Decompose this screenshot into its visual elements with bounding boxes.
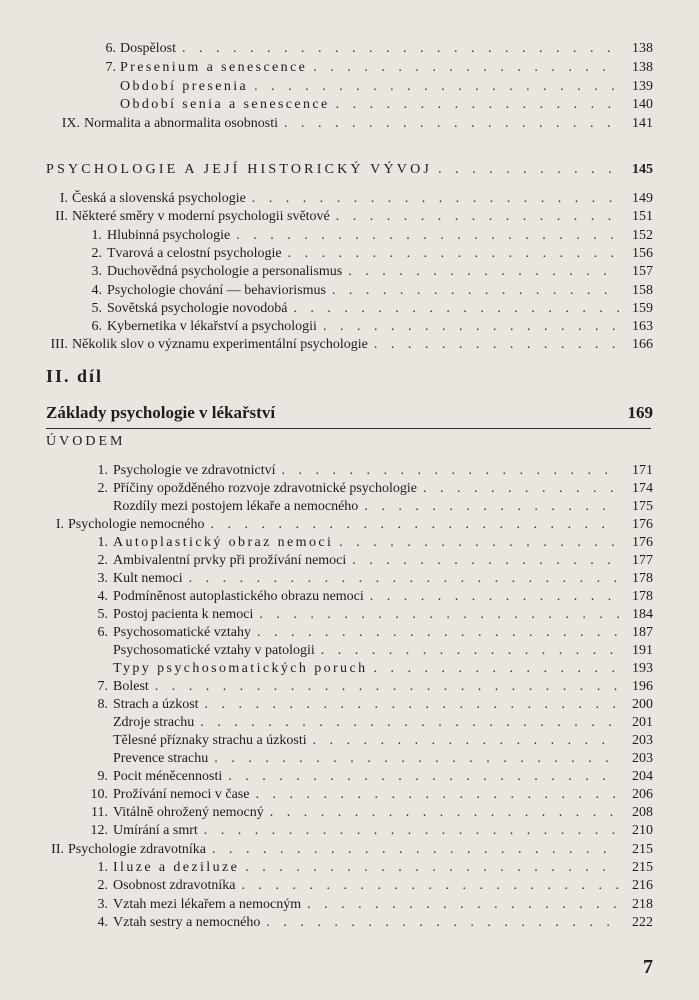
toc-entry <box>0 462 653 480</box>
entry-title: Kult nemoci <box>113 571 183 586</box>
toc-entry <box>0 859 653 877</box>
toc-entry <box>0 208 653 226</box>
leader-dots <box>438 161 619 179</box>
entry-page: 140 <box>632 97 653 112</box>
entry-title: Psychologie ve zdravotnictví <box>113 463 276 478</box>
entry-number: IX. <box>61 116 80 131</box>
leader-dots <box>270 804 619 822</box>
entry-title: Hlubinná psychologie <box>107 228 231 243</box>
toc-entry <box>0 877 653 895</box>
entry-page: 203 <box>632 751 653 766</box>
entry-page: 210 <box>632 823 653 838</box>
entry-title: Příčiny opožděného rozvoje zdravotnické psychologie <box>113 481 418 496</box>
leader-dots <box>373 660 619 678</box>
toc-entry <box>0 516 653 534</box>
entry-page: 174 <box>632 481 653 496</box>
entry-number: I. <box>55 517 64 532</box>
leader-dots <box>241 877 619 895</box>
entry-number: II. <box>51 842 64 857</box>
section-heading: ÚVODEM <box>46 434 126 449</box>
entry-number: 5. <box>91 301 102 316</box>
leader-dots <box>282 462 619 480</box>
entry-number: 1. <box>97 463 108 478</box>
entry-number: 1. <box>91 228 102 243</box>
toc-entry <box>0 714 653 732</box>
leader-dots <box>348 263 619 281</box>
entry-page: 206 <box>632 787 653 802</box>
leader-dots <box>339 534 619 552</box>
leader-dots <box>257 624 619 642</box>
entry-title: Několik slov o významu experimentální psychologie <box>72 337 368 352</box>
entry-page: 191 <box>632 643 653 658</box>
entry-number: 6. <box>105 41 116 56</box>
leader-dots <box>214 750 619 768</box>
leader-dots <box>374 336 619 354</box>
entry-number: 2. <box>97 878 108 893</box>
entry-title: Vitálně ohrožený nemocný <box>113 805 264 820</box>
entry-number: 2. <box>97 553 108 568</box>
entry-page: 176 <box>632 517 653 532</box>
entry-page: 145 <box>632 162 653 177</box>
entry-page: 218 <box>632 897 653 912</box>
entry-title: Prevence strachu <box>113 751 209 766</box>
entry-number: 2. <box>97 481 108 496</box>
part-subtitle: Základy psychologie v lékařství <box>46 403 276 422</box>
entry-page: 215 <box>632 860 653 875</box>
leader-dots <box>370 588 619 606</box>
entry-title: Ambivalentní prvky při prožívání nemoci <box>113 553 347 568</box>
entry-title: Období presenia <box>120 79 249 94</box>
leader-dots <box>212 841 619 859</box>
entry-title: Tělesné příznaky strachu a úzkosti <box>113 733 307 748</box>
entry-page: 151 <box>632 209 653 224</box>
entry-number: 7. <box>105 60 116 75</box>
leader-dots <box>288 245 619 263</box>
entry-title: Osobnost zdravotníka <box>113 878 236 893</box>
entry-page: 193 <box>632 661 653 676</box>
toc-entry <box>0 588 653 606</box>
entry-page: 216 <box>632 878 653 893</box>
toc-entry <box>0 161 653 179</box>
entry-number: 7. <box>97 679 108 694</box>
entry-page: 178 <box>632 589 653 604</box>
toc-entry <box>0 480 653 498</box>
toc-entry <box>0 498 653 516</box>
entry-title: Iluze a deziluze <box>113 860 240 875</box>
entry-page: 196 <box>632 679 653 694</box>
entry-number: 6. <box>97 625 108 640</box>
entry-page: 200 <box>632 697 653 712</box>
leader-dots <box>200 714 619 732</box>
entry-page: 166 <box>632 337 653 352</box>
entry-number: 10. <box>90 787 108 802</box>
leader-dots <box>182 40 619 58</box>
entry-number: 11. <box>91 805 108 820</box>
entry-title: Psychosomatické vztahy <box>113 625 252 640</box>
entry-page: 178 <box>632 571 653 586</box>
leader-dots <box>189 570 619 588</box>
divider <box>46 428 651 429</box>
entry-title: Období senia a senescence <box>120 97 330 112</box>
entry-title: Kybernetika v lékařství a psychologii <box>107 319 317 334</box>
entry-title: Dospělost <box>120 41 176 56</box>
leader-dots <box>259 606 619 624</box>
toc-entry <box>0 78 653 96</box>
entry-number: 3. <box>91 264 102 279</box>
leader-dots <box>210 516 619 534</box>
entry-number: I. <box>59 191 68 206</box>
entry-title: Sovětská psychologie novodobá <box>107 301 288 316</box>
toc-entry <box>0 263 653 281</box>
entry-title: Tvarová a celostní psychologie <box>107 246 282 261</box>
entry-number: 4. <box>91 283 102 298</box>
toc-entry <box>0 552 653 570</box>
leader-dots <box>204 822 619 840</box>
entry-page: 171 <box>632 463 653 478</box>
entry-title: Pocit méněcennosti <box>113 769 223 784</box>
toc-entry <box>0 914 653 932</box>
toc-entry <box>0 40 653 58</box>
toc-entry <box>0 227 653 245</box>
entry-title: Psychologie zdravotníka <box>68 842 207 857</box>
entry-title: Psychologie chování — behaviorismus <box>107 283 326 298</box>
leader-dots <box>284 115 619 133</box>
toc-entry <box>0 115 653 133</box>
toc-entry <box>0 606 653 624</box>
entry-title: Postoj pacienta k nemoci <box>113 607 254 622</box>
leader-dots <box>332 282 619 300</box>
leader-dots <box>255 786 619 804</box>
leader-dots <box>321 642 619 660</box>
toc-entry <box>0 642 653 660</box>
entry-number: 2. <box>91 246 102 261</box>
entry-number: II. <box>55 209 68 224</box>
entry-title: Normalita a abnormalita osobnosti <box>84 116 279 131</box>
entry-number: 3. <box>97 571 108 586</box>
entry-title: Bolest <box>113 679 149 694</box>
part-heading: II. díl <box>46 366 104 386</box>
leader-dots <box>245 859 619 877</box>
leader-dots <box>155 678 619 696</box>
toc-entry <box>0 282 653 300</box>
toc-entry <box>0 896 653 914</box>
entry-title: Strach a úzkost <box>113 697 199 712</box>
entry-title: Psychologie nemocného <box>68 517 205 532</box>
entry-number: 4. <box>97 589 108 604</box>
entry-number: 3. <box>97 897 108 912</box>
entry-page: 159 <box>632 301 653 316</box>
toc-entry <box>0 732 653 750</box>
entry-title: Presenium a senescence <box>120 60 308 75</box>
toc-entry <box>0 300 653 318</box>
entry-number: 9. <box>97 769 108 784</box>
entry-number: 1. <box>97 860 108 875</box>
entry-title: Autoplastický obraz nemoci <box>113 535 334 550</box>
entry-page: 187 <box>632 625 653 640</box>
toc-entry <box>0 190 653 208</box>
leader-dots <box>336 96 619 114</box>
entry-number: 6. <box>91 319 102 334</box>
leader-dots <box>254 78 619 96</box>
page-number: 7 <box>643 956 653 978</box>
entry-number: 5. <box>97 607 108 622</box>
entry-page: 177 <box>632 553 653 568</box>
entry-title: Česká a slovenská psychologie <box>72 191 246 206</box>
section-title: PSYCHOLOGIE A JEJÍ HISTORICKÝ VÝVOJ <box>46 162 433 177</box>
toc-entry <box>0 750 653 768</box>
entry-number: 1. <box>97 535 108 550</box>
toc-entry <box>0 804 653 822</box>
leader-dots <box>323 318 619 336</box>
entry-number: 4. <box>97 915 108 930</box>
entry-page: 222 <box>632 915 653 930</box>
entry-title: Některé směry v moderní psychologii světové <box>72 209 330 224</box>
entry-page: 169 <box>627 403 653 422</box>
toc-entry <box>0 822 653 840</box>
leader-dots <box>205 696 619 714</box>
toc-entry <box>0 404 653 422</box>
toc-entry <box>0 696 653 714</box>
toc-entry <box>0 570 653 588</box>
entry-page: 208 <box>632 805 653 820</box>
toc-entry <box>0 534 653 552</box>
toc-entry <box>0 336 653 354</box>
entry-number: 8. <box>97 697 108 712</box>
entry-page: 139 <box>632 79 653 94</box>
toc-entry <box>0 245 653 263</box>
entry-page: 215 <box>632 842 653 857</box>
toc-entry <box>0 841 653 859</box>
entry-page: 201 <box>632 715 653 730</box>
entry-page: 157 <box>632 264 653 279</box>
leader-dots <box>336 208 619 226</box>
entry-title: Psychosomatické vztahy v patologii <box>113 643 315 658</box>
entry-page: 138 <box>632 60 653 75</box>
entry-page: 141 <box>632 116 653 131</box>
entry-page: 149 <box>632 191 653 206</box>
leader-dots <box>313 59 619 77</box>
toc-entry <box>0 624 653 642</box>
leader-dots <box>236 227 619 245</box>
leader-dots <box>252 190 619 208</box>
toc-entry <box>0 660 653 678</box>
entry-title: Vztah sestry a nemocného <box>113 915 261 930</box>
toc-entry <box>0 768 653 786</box>
entry-page: 158 <box>632 283 653 298</box>
toc-entry <box>0 318 653 336</box>
leader-dots <box>293 300 619 318</box>
entry-page: 163 <box>632 319 653 334</box>
entry-title: Umírání a smrt <box>113 823 198 838</box>
entry-number: III. <box>50 337 68 352</box>
leader-dots <box>266 914 619 932</box>
entry-title: Duchovědná psychologie a personalismus <box>107 264 343 279</box>
leader-dots <box>307 896 619 914</box>
entry-page: 152 <box>632 228 653 243</box>
entry-page: 175 <box>632 499 653 514</box>
entry-title: Typy psychosomatických poruch <box>113 661 368 676</box>
entry-page: 203 <box>632 733 653 748</box>
entry-page: 184 <box>632 607 653 622</box>
leader-dots <box>423 480 619 498</box>
entry-page: 156 <box>632 246 653 261</box>
entry-title: Zdroje strachu <box>113 715 195 730</box>
entry-number: 12. <box>90 823 108 838</box>
entry-title: Podmíněnost autoplastického obrazu nemoci <box>113 589 364 604</box>
leader-dots <box>313 732 619 750</box>
toc-entry <box>0 96 653 114</box>
toc-entry <box>0 786 653 804</box>
entry-title: Prožívání nemoci v čase <box>113 787 250 802</box>
leader-dots <box>364 498 619 516</box>
entry-page: 138 <box>632 41 653 56</box>
entry-title: Vztah mezi lékařem a nemocným <box>113 897 302 912</box>
leader-dots <box>352 552 619 570</box>
toc-entry <box>0 59 653 77</box>
leader-dots <box>228 768 619 786</box>
toc-entry <box>0 678 653 696</box>
entry-title: Rozdíly mezi postojem lékaře a nemocného <box>113 499 359 514</box>
entry-page: 176 <box>632 535 653 550</box>
entry-page: 204 <box>632 769 653 784</box>
